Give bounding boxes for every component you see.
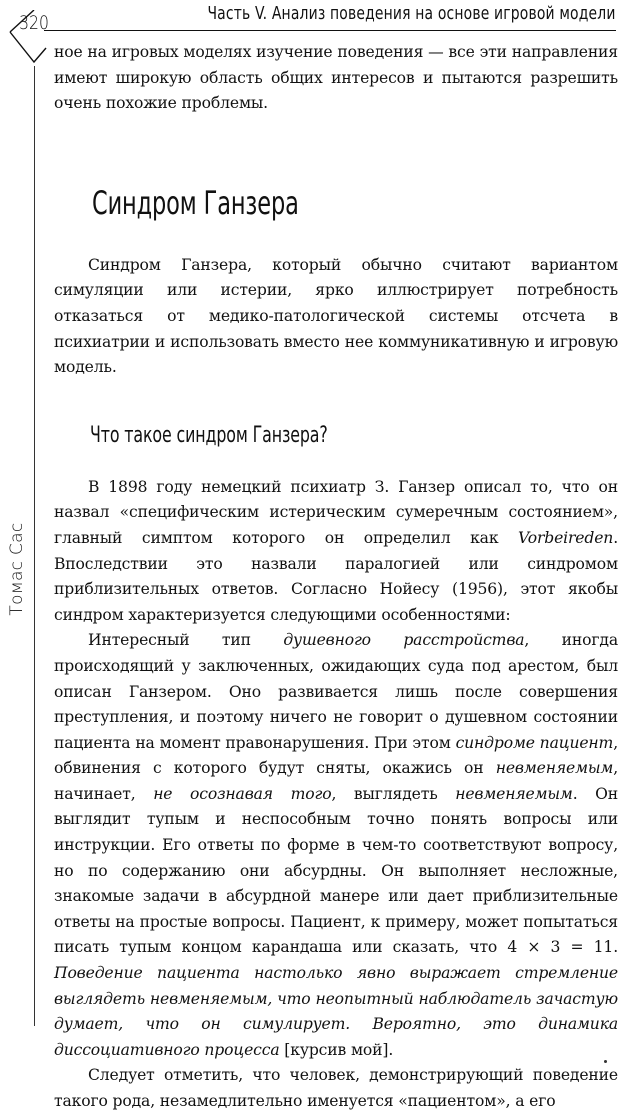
- running-head: [44, 0, 616, 31]
- italic-run: синдроме пациент: [455, 733, 614, 752]
- text-run: Интересный тип: [88, 631, 284, 650]
- text-run: , выглядеть: [331, 784, 456, 803]
- text-run: . Впоследствии это назвали паралогией или синдромом приблизительных ответов. Согласно Нойесу (1956), этот якобы синдром характеризуется следующими особенностями:: [54, 528, 618, 624]
- italic-run: невменяемым: [455, 784, 573, 803]
- subheading: Что такое синдром Ганзера?: [90, 422, 328, 448]
- text-run: , обвинения с которого будут сняты, окажись он: [54, 733, 618, 778]
- italic-run: невменяемым: [495, 759, 614, 778]
- italic-run: Vorbeireden: [518, 528, 614, 547]
- stray-mark: [604, 1060, 607, 1063]
- italic-run: Поведение пациента настолько явно выражает стремление выглядеть невменяемым, что неопытный наблюдатель зачастую думает, что он симулирует. Вероятно, это динамика диссоциативного процесса: [54, 964, 618, 1059]
- italic-run: не осознавая того: [153, 784, 332, 803]
- margin-rule: [34, 66, 35, 1026]
- italic-run: душевного расстройства: [283, 631, 525, 650]
- section-paragraph: Синдром Ганзера, который обычно считают вариантом симуляции или истерии, ярко иллюстрирует потребность отказаться от медико-патологической системы отсчета в психиатрии и использовать вместо нее коммуникативную и игровую модель.: [54, 255, 618, 377]
- text-run: , начинает,: [54, 759, 618, 803]
- text-run: . Он выглядит тупым и неспособным точно понять вопросы или инструкции. Его ответы по форме в чем-то соответствуют вопросу, но по содержанию они абсурдны. Он выполняет несложные, знакомые задачи в абсурдной манере или дает приблизительные ответы на простые вопросы. Пациент, к примеру, может попытаться писать тупым концом карандаша или сказать, что 4 × 3 = 11.: [54, 784, 619, 957]
- page-body: [54, 40, 618, 1115]
- side-author: Томас Сас: [7, 522, 27, 616]
- paragraph-1: [54, 475, 618, 629]
- section-heading: Синдром Ганзера: [92, 183, 299, 222]
- text-run: В 1898 году немецкий психиатр З. Ганзер описал то, что он назвал «специфическим истерическим сумеречным состоянием», главный симптом которого он определил как: [54, 477, 618, 547]
- paragraph-2: [54, 628, 618, 1063]
- running-title: Часть V. Анализ поведения на основе игровой модели: [207, 3, 616, 24]
- paragraph-continued: ное на игровых моделях изучение поведения — все эти направления имеют широкую область общих интересов и пытаются разрешить очень похожие проблемы.: [54, 43, 618, 113]
- text-run: , иногда происходящий у заключенных, ожидающих суда под арестом, был описан Ганзером. Оно развивается лишь после совершения преступления, и поэтому ничего не говорит о душевном состоянии пациента на момент правонарушения. При этом: [54, 631, 618, 752]
- text-run: [курсив мой].: [279, 1040, 394, 1059]
- paragraph-3: Следует отметить, что человек, демонстрирующий поведение такого рода, незамедлительно именуется «пациентом», а его: [54, 1066, 618, 1110]
- page-number: 320: [19, 12, 49, 34]
